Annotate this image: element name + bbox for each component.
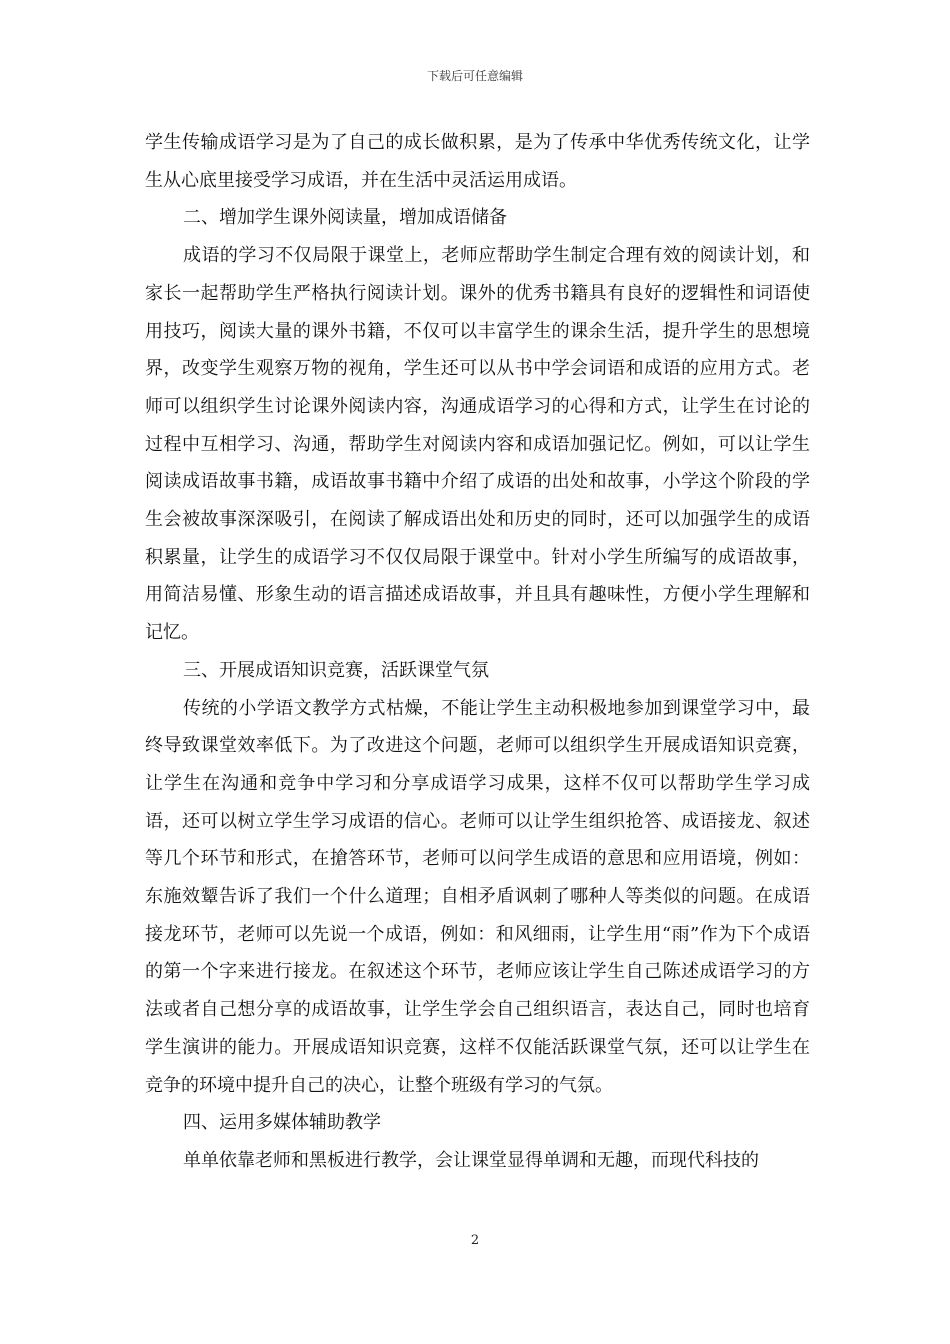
paragraph-reading: 成语的学习不仅局限于课堂上，老师应帮助学生制定合理有效的阅读计划，和家长一起帮助学生严格执行阅读计划。课外的优秀书籍具有良好的逻辑性和词语使用技巧，阅读大量的课外书籍，不仅可以丰富学生的课余生活，提升学生的思想境界，改变学生观察万物的视角，学生还可以从书中学会词语和成语的应用方式。老师可以组织学生讨论课外阅读内容，沟通成语学习的心得和方式，让学生在讨论的过程中互相学习、沟通，帮助学生对阅读内容和成语加强记忆。例如，可以让学生阅读成语故事书籍，成语故事书籍中介绍了成语的出处和故事，小学这个阶段的学生会被故事深深吸引，在阅读了解成语出处和历史的同时，还可以加强学生的成语积累量，让学生的成语学习不仅仅局限于课堂中。针对小学生所编写的成语故事，用简洁易懂、形象生动的语言描述成语故事，并且具有趣味性，方便小学生理解和记忆。 bbox=[145, 245, 810, 644]
document-body bbox=[145, 124, 810, 1180]
paragraph-competition: 传统的小学语文教学方式枯燥，不能让学生主动积极地参加到课堂学习中，最终导致课堂效率低下。为了改进这个问题，老师可以组织学生开展成语知识竞赛，让学生在沟通和竞争中学习和分享成语学习成果，这样不仅可以帮助学生学习成语，还可以树立学生学习成语的信心。老师可以让学生组织抢答、成语接龙、叙述等几个环节和形式，在搶答环节，老师可以问学生成语的意思和应用语境，例如：东施效颦告诉了我们一个什么道理；自相矛盾讽刺了哪种人等类似的问题。在成语接龙环节，老师可以先说一个成语，例如：和风细雨，让学生用“雨”作为下个成语的第一个字来进行接龙。在叙述这个环节，老师应该让学生自己陈述成语学习的方法或者自己想分享的成语故事，让学生学会自己组织语言，表达自己，同时也培育学生演讲的能力。开展成语知识竞赛，这样不仅能活跃课堂气氛，还可以让学生在竞争的环境中提升自己的决心，让整个班级有学习的气氛。 bbox=[145, 697, 810, 1096]
page-header: 下载后可任意编辑 bbox=[426, 69, 523, 83]
section-heading-4: 四、运用多媒体辅助教学 bbox=[183, 1112, 381, 1134]
section-heading-3: 三、开展成语知识竞赛，活跃课堂气氛 bbox=[183, 659, 489, 681]
page-number: 2 bbox=[470, 1233, 480, 1248]
section-heading-2: 二、增加学生课外阅读量，增加成语储备 bbox=[183, 207, 507, 229]
paragraph-continuation: 学生传输成语学习是为了自己的成长做积累，是为了传承中华优秀传统文化，让学生从心底里接受学习成语，并在生活中灵活运用成语。 bbox=[145, 132, 810, 191]
paragraph-multimedia: 单单依靠老师和黑板进行教学，会让课堂显得单调和无趣，而现代科技的 bbox=[183, 1149, 759, 1171]
